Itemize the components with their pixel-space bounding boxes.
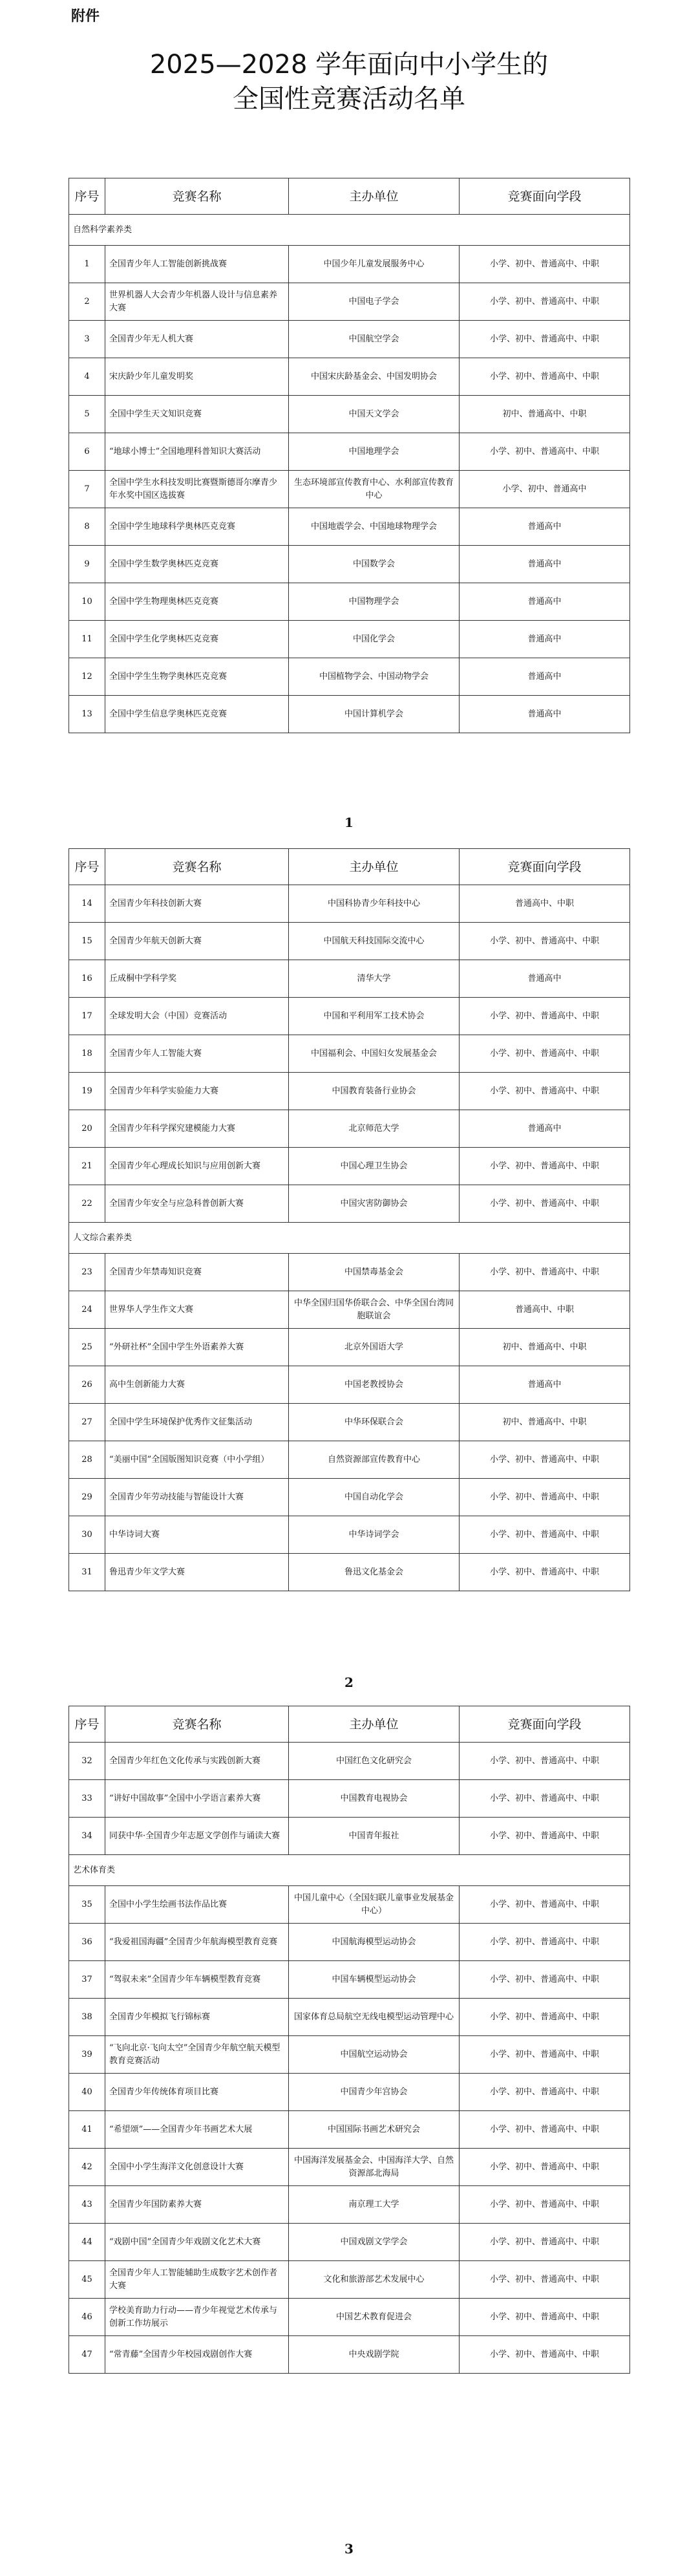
cell-no: 40	[69, 2074, 105, 2111]
header-level: 竞赛面向学段	[460, 1706, 630, 1743]
cell-name: 鲁迅青少年文学大赛	[105, 1554, 289, 1591]
competition-table-page-2	[69, 848, 630, 1591]
cell-level: 小学、初中、普通高中、中职	[460, 358, 630, 396]
cell-level: 初中、普通高中、中职	[460, 1329, 630, 1366]
cell-org: 中国航天科技国际交流中心	[289, 923, 460, 960]
table-row	[69, 583, 630, 621]
cell-name: 全国中学生天文知识竞赛	[105, 396, 289, 433]
cell-name: 世界机器人大会青少年机器人设计与信息素养大赛	[105, 283, 289, 321]
cell-name: 全国中学生环境保护优秀作文征集活动	[105, 1404, 289, 1441]
cell-name: 丘成桐中学科学奖	[105, 960, 289, 998]
cell-level: 小学、初中、普通高中、中职	[460, 1148, 630, 1185]
cell-org: 中国青少年宫协会	[289, 2074, 460, 2111]
cell-name: “地球小博士”全国地理科普知识大赛活动	[105, 433, 289, 471]
table-row	[69, 2036, 630, 2074]
cell-no: 8	[69, 508, 105, 546]
cell-name: 全国青少年模拟飞行锦标赛	[105, 1999, 289, 2036]
table-row	[69, 1554, 630, 1591]
cell-no: 4	[69, 358, 105, 396]
cell-org: 中国教育装备行业协会	[289, 1073, 460, 1110]
cell-no: 45	[69, 2261, 105, 2299]
cell-level: 小学、初中、普通高中、中职	[460, 1035, 630, 1073]
cell-name: 全国青少年安全与应急科普创新大赛	[105, 1185, 289, 1223]
cell-name: 世界华人学生作文大赛	[105, 1291, 289, 1329]
cell-name: 宋庆龄少年儿童发明奖	[105, 358, 289, 396]
cell-level: 普通高中	[460, 621, 630, 658]
table-row	[69, 471, 630, 508]
cell-no: 29	[69, 1479, 105, 1516]
table-row	[69, 885, 630, 923]
cell-no: 18	[69, 1035, 105, 1073]
cell-name: 全国中学生生物学奥林匹克竞赛	[105, 658, 289, 696]
table-row	[69, 658, 630, 696]
table-row	[69, 1110, 630, 1148]
cell-no: 47	[69, 2336, 105, 2374]
table-row	[69, 1366, 630, 1404]
cell-name: 高中生创新能力大赛	[105, 1366, 289, 1404]
page-number-2: 2	[344, 1675, 354, 1690]
table-row	[69, 321, 630, 358]
cell-name: “戏剧中国”全国青少年戏剧文化艺术大赛	[105, 2224, 289, 2261]
table-row	[69, 246, 630, 283]
cell-no: 17	[69, 998, 105, 1035]
cell-level: 小学、初中、普通高中、中职	[460, 998, 630, 1035]
cell-name: 全国青少年传统体育项目比赛	[105, 2074, 289, 2111]
cell-org: 中国车辆模型运动协会	[289, 1961, 460, 1999]
cell-level: 小学、初中、普通高中、中职	[460, 1554, 630, 1591]
cell-name: “外研社杯”全国中学生外语素养大赛	[105, 1329, 289, 1366]
cell-org: 中央戏剧学院	[289, 2336, 460, 2374]
page-number-3: 3	[344, 2541, 354, 2557]
table-row	[69, 1999, 630, 2036]
cell-no: 20	[69, 1110, 105, 1148]
cell-org: 文化和旅游部艺术发展中心	[289, 2261, 460, 2299]
cell-level: 小学、初中、普通高中、中职	[460, 2224, 630, 2261]
cell-level: 普通高中、中职	[460, 1291, 630, 1329]
cell-org: 中国和平利用军工技术协会	[289, 998, 460, 1035]
table-row	[69, 2111, 630, 2149]
table-row	[69, 2224, 630, 2261]
table-row	[69, 923, 630, 960]
category-label: 艺术体育类	[69, 1855, 630, 1886]
cell-org: 中国航空运动协会	[289, 2036, 460, 2074]
cell-no: 36	[69, 1924, 105, 1961]
cell-org: 中国青年报社	[289, 1818, 460, 1855]
table-row	[69, 1404, 630, 1441]
cell-level: 小学、初中、普通高中、中职	[460, 1185, 630, 1223]
cell-name: 全国青少年科学实验能力大赛	[105, 1073, 289, 1110]
cell-no: 44	[69, 2224, 105, 2261]
cell-level: 小学、初中、普通高中、中职	[460, 2074, 630, 2111]
title-line-2: 全国性竞赛活动名单	[233, 84, 465, 114]
cell-no: 2	[69, 283, 105, 321]
cell-name: 学校美育助力行动——青少年视觉艺术传承与创新工作坊展示	[105, 2299, 289, 2336]
cell-org: 中国地理学会	[289, 433, 460, 471]
table-row	[69, 433, 630, 471]
cell-no: 31	[69, 1554, 105, 1591]
table-row	[69, 1516, 630, 1554]
cell-org: 中国化学会	[289, 621, 460, 658]
table-row	[69, 2149, 630, 2186]
cell-no: 9	[69, 546, 105, 583]
cell-no: 1	[69, 246, 105, 283]
table-row	[69, 546, 630, 583]
cell-name: 全国青少年禁毒知识竞赛	[105, 1254, 289, 1291]
cell-level: 普通高中、中职	[460, 885, 630, 923]
table-row	[69, 1035, 630, 1073]
cell-org: 中国航海模型运动协会	[289, 1924, 460, 1961]
table-row	[69, 2261, 630, 2299]
cell-name: 中华诗词大赛	[105, 1516, 289, 1554]
cell-org: 南京理工大学	[289, 2186, 460, 2224]
cell-level: 小学、初中、普通高中、中职	[460, 2149, 630, 2186]
cell-no: 33	[69, 1780, 105, 1818]
cell-org: 中国灾害防御协会	[289, 1185, 460, 1223]
cell-no: 42	[69, 2149, 105, 2186]
cell-org: 中华环保联合会	[289, 1404, 460, 1441]
cell-no: 41	[69, 2111, 105, 2149]
cell-name: 全国中学生水科技发明比赛暨斯德哥尔摩青少年水奖中国区选拔赛	[105, 471, 289, 508]
header-level: 竞赛面向学段	[460, 849, 630, 885]
cell-name: 全国中小学生海洋文化创意设计大赛	[105, 2149, 289, 2186]
competition-table-page-1	[69, 178, 630, 733]
table-row	[69, 1886, 630, 1924]
cell-name: 全国青少年劳动技能与智能设计大赛	[105, 1479, 289, 1516]
cell-no: 12	[69, 658, 105, 696]
cell-no: 15	[69, 923, 105, 960]
cell-no: 21	[69, 1148, 105, 1185]
table-row	[69, 1291, 630, 1329]
cell-no: 5	[69, 396, 105, 433]
table-row	[69, 1254, 630, 1291]
cell-name: 全国中学生数学奥林匹克竞赛	[105, 546, 289, 583]
cell-no: 16	[69, 960, 105, 998]
header-name: 竞赛名称	[105, 849, 289, 885]
cell-org: 中国戏剧文学学会	[289, 2224, 460, 2261]
cell-org: 中国禁毒基金会	[289, 1254, 460, 1291]
cell-no: 35	[69, 1886, 105, 1924]
cell-no: 11	[69, 621, 105, 658]
cell-no: 39	[69, 2036, 105, 2074]
table-row	[69, 1961, 630, 1999]
cell-level: 小学、初中、普通高中、中职	[460, 1886, 630, 1924]
cell-no: 46	[69, 2299, 105, 2336]
cell-org: 中国少年儿童发展服务中心	[289, 246, 460, 283]
cell-no: 28	[69, 1441, 105, 1479]
cell-no: 32	[69, 1743, 105, 1780]
category-row	[69, 1855, 630, 1886]
cell-name: 全国青少年科技创新大赛	[105, 885, 289, 923]
cell-level: 普通高中	[460, 1110, 630, 1148]
table-row	[69, 1924, 630, 1961]
table-row	[69, 1329, 630, 1366]
cell-level: 小学、初中、普通高中、中职	[460, 1743, 630, 1780]
cell-org: 中国电子学会	[289, 283, 460, 321]
cell-level: 小学、初中、普通高中、中职	[460, 1961, 630, 1999]
cell-no: 43	[69, 2186, 105, 2224]
table-row	[69, 2336, 630, 2374]
cell-level: 小学、初中、普通高中、中职	[460, 1073, 630, 1110]
cell-org: 中国老教授协会	[289, 1366, 460, 1404]
table-row	[69, 1185, 630, 1223]
table-row	[69, 2186, 630, 2224]
cell-org: 北京外国语大学	[289, 1329, 460, 1366]
cell-name: “常青藤”全国青少年校园戏剧创作大赛	[105, 2336, 289, 2374]
cell-level: 小学、初中、普通高中、中职	[460, 1780, 630, 1818]
cell-org: 中国数学会	[289, 546, 460, 583]
page-number-1: 1	[344, 815, 354, 830]
cell-no: 13	[69, 696, 105, 733]
cell-level: 普通高中	[460, 508, 630, 546]
cell-level: 小学、初中、普通高中、中职	[460, 283, 630, 321]
cell-no: 27	[69, 1404, 105, 1441]
table-row	[69, 960, 630, 998]
cell-name: 全国青少年航天创新大赛	[105, 923, 289, 960]
header-no: 序号	[69, 1706, 105, 1743]
cell-level: 普通高中	[460, 1366, 630, 1404]
table-row	[69, 358, 630, 396]
cell-no: 10	[69, 583, 105, 621]
cell-level: 小学、初中、普通高中、中职	[460, 2336, 630, 2374]
cell-org: 中华诗词学会	[289, 1516, 460, 1554]
attachment-label: 附件	[71, 8, 100, 25]
cell-name: 全国中学生地球科学奥林匹克竞赛	[105, 508, 289, 546]
cell-org: 中国航空学会	[289, 321, 460, 358]
cell-no: 38	[69, 1999, 105, 2036]
cell-level: 初中、普通高中、中职	[460, 1404, 630, 1441]
cell-no: 25	[69, 1329, 105, 1366]
cell-org: 中国计算机学会	[289, 696, 460, 733]
cell-name: 全国中学生信息学奥林匹克竞赛	[105, 696, 289, 733]
cell-no: 22	[69, 1185, 105, 1223]
cell-org: 中国儿童中心（全国妇联儿童事业发展基金中心）	[289, 1886, 460, 1924]
cell-level: 小学、初中、普通高中	[460, 471, 630, 508]
cell-name: “美丽中国”全国版图知识竞赛（中小学组）	[105, 1441, 289, 1479]
cell-level: 小学、初中、普通高中、中职	[460, 1818, 630, 1855]
table-row	[69, 1148, 630, 1185]
cell-org: 中国自动化学会	[289, 1479, 460, 1516]
cell-level: 小学、初中、普通高中、中职	[460, 246, 630, 283]
cell-no: 23	[69, 1254, 105, 1291]
category-row	[69, 215, 630, 246]
table-row	[69, 283, 630, 321]
cell-name: 同获中华·全国青少年志愿文学创作与诵读大赛	[105, 1818, 289, 1855]
cell-name: 全国青少年科学探究建模能力大赛	[105, 1110, 289, 1148]
cell-no: 24	[69, 1291, 105, 1329]
table-row	[69, 1780, 630, 1818]
cell-no: 34	[69, 1818, 105, 1855]
header-no: 序号	[69, 178, 105, 215]
cell-org: 中国心理卫生协会	[289, 1148, 460, 1185]
cell-org: 中国科协青少年科技中心	[289, 885, 460, 923]
cell-no: 6	[69, 433, 105, 471]
cell-name: 全国青少年人工智能大赛	[105, 1035, 289, 1073]
table-row	[69, 1441, 630, 1479]
cell-name: “飞向北京·飞向太空”全国青少年航空航天模型教育竞赛活动	[105, 2036, 289, 2074]
cell-level: 小学、初中、普通高中、中职	[460, 1254, 630, 1291]
header-no: 序号	[69, 849, 105, 885]
cell-name: “我爱祖国海疆”全国青少年航海模型教育竞赛	[105, 1924, 289, 1961]
table-row	[69, 621, 630, 658]
cell-no: 7	[69, 471, 105, 508]
header-org: 主办单位	[289, 1706, 460, 1743]
cell-level: 小学、初中、普通高中、中职	[460, 2299, 630, 2336]
header-org: 主办单位	[289, 849, 460, 885]
cell-level: 普通高中	[460, 960, 630, 998]
table-row	[69, 396, 630, 433]
cell-no: 14	[69, 885, 105, 923]
cell-name: 全国中学生物理奥林匹克竞赛	[105, 583, 289, 621]
cell-level: 小学、初中、普通高中、中职	[460, 1999, 630, 2036]
cell-org: 北京师范大学	[289, 1110, 460, 1148]
cell-name: 全国青少年心理成长知识与应用创新大赛	[105, 1148, 289, 1185]
cell-org: 中国天文学会	[289, 396, 460, 433]
cell-org: 中国地震学会、中国地球物理学会	[289, 508, 460, 546]
cell-name: 全国中小学生绘画书法作品比赛	[105, 1886, 289, 1924]
cell-name: 全国青少年国防素养大赛	[105, 2186, 289, 2224]
cell-org: 中国艺术教育促进会	[289, 2299, 460, 2336]
cell-level: 小学、初中、普通高中、中职	[460, 1924, 630, 1961]
cell-org: 中国福利会、中国妇女发展基金会	[289, 1035, 460, 1073]
cell-level: 小学、初中、普通高中、中职	[460, 1441, 630, 1479]
cell-name: 全国青少年红色文化传承与实践创新大赛	[105, 1743, 289, 1780]
cell-org: 中国教育电视协会	[289, 1780, 460, 1818]
cell-level: 初中、普通高中、中职	[460, 396, 630, 433]
table-row	[69, 696, 630, 733]
cell-level: 小学、初中、普通高中、中职	[460, 1516, 630, 1554]
cell-org: 中国红色文化研究会	[289, 1743, 460, 1780]
cell-org: 自然资源部宣传教育中心	[289, 1441, 460, 1479]
cell-org: 中国国际书画艺术研究会	[289, 2111, 460, 2149]
cell-org: 中国植物学会、中国动物学会	[289, 658, 460, 696]
cell-level: 小学、初中、普通高中、中职	[460, 1479, 630, 1516]
cell-level: 小学、初中、普通高中、中职	[460, 2261, 630, 2299]
cell-level: 小学、初中、普通高中、中职	[460, 321, 630, 358]
cell-org: 清华大学	[289, 960, 460, 998]
cell-org: 中国海洋发展基金会、中国海洋大学、自然资源部北海局	[289, 2149, 460, 2186]
cell-level: 小学、初中、普通高中、中职	[460, 2036, 630, 2074]
header-level: 竞赛面向学段	[460, 178, 630, 215]
cell-name: “驾驭未来”全国青少年车辆模型教育竞赛	[105, 1961, 289, 1999]
table-row	[69, 998, 630, 1035]
table-row	[69, 1818, 630, 1855]
cell-org: 国家体育总局航空无线电模型运动管理中心	[289, 1999, 460, 2036]
cell-name: “讲好中国故事”全国中小学语言素养大赛	[105, 1780, 289, 1818]
cell-no: 30	[69, 1516, 105, 1554]
cell-no: 19	[69, 1073, 105, 1110]
cell-level: 小学、初中、普通高中、中职	[460, 2186, 630, 2224]
cell-no: 3	[69, 321, 105, 358]
cell-org: 中华全国归国华侨联合会、中华全国台湾同胞联谊会	[289, 1291, 460, 1329]
cell-name: 全球发明大会（中国）竞赛活动	[105, 998, 289, 1035]
cell-level: 普通高中	[460, 546, 630, 583]
cell-level: 普通高中	[460, 583, 630, 621]
cell-level: 小学、初中、普通高中、中职	[460, 2111, 630, 2149]
cell-org: 中国物理学会	[289, 583, 460, 621]
competition-table-page-3	[69, 1706, 630, 2374]
table-row	[69, 2074, 630, 2111]
title-line-1: 2025—2028 学年面向中小学生的	[149, 50, 549, 80]
cell-name: 全国青少年无人机大赛	[105, 321, 289, 358]
cell-level: 普通高中	[460, 658, 630, 696]
category-label: 自然科学素养类	[69, 215, 630, 246]
header-name: 竞赛名称	[105, 1706, 289, 1743]
table-row	[69, 508, 630, 546]
cell-level: 小学、初中、普通高中、中职	[460, 923, 630, 960]
table-row	[69, 1743, 630, 1780]
cell-name: 全国中学生化学奥林匹克竞赛	[105, 621, 289, 658]
table-row	[69, 1073, 630, 1110]
category-row	[69, 1223, 630, 1254]
cell-org: 中国宋庆龄基金会、中国发明协会	[289, 358, 460, 396]
cell-org: 鲁迅文化基金会	[289, 1554, 460, 1591]
cell-no: 26	[69, 1366, 105, 1404]
cell-name: 全国青少年人工智能辅助生成数字艺术创作者大赛	[105, 2261, 289, 2299]
cell-level: 小学、初中、普通高中、中职	[460, 433, 630, 471]
category-label: 人文综合素养类	[69, 1223, 630, 1254]
cell-no: 37	[69, 1961, 105, 1999]
cell-name: 全国青少年人工智能创新挑战赛	[105, 246, 289, 283]
header-name: 竞赛名称	[105, 178, 289, 215]
cell-level: 普通高中	[460, 696, 630, 733]
table-row	[69, 1479, 630, 1516]
table-row	[69, 2299, 630, 2336]
cell-org: 生态环境部宣传教育中心、水利部宣传教育中心	[289, 471, 460, 508]
cell-name: “希望颂”——全国青少年书画艺术大展	[105, 2111, 289, 2149]
header-org: 主办单位	[289, 178, 460, 215]
